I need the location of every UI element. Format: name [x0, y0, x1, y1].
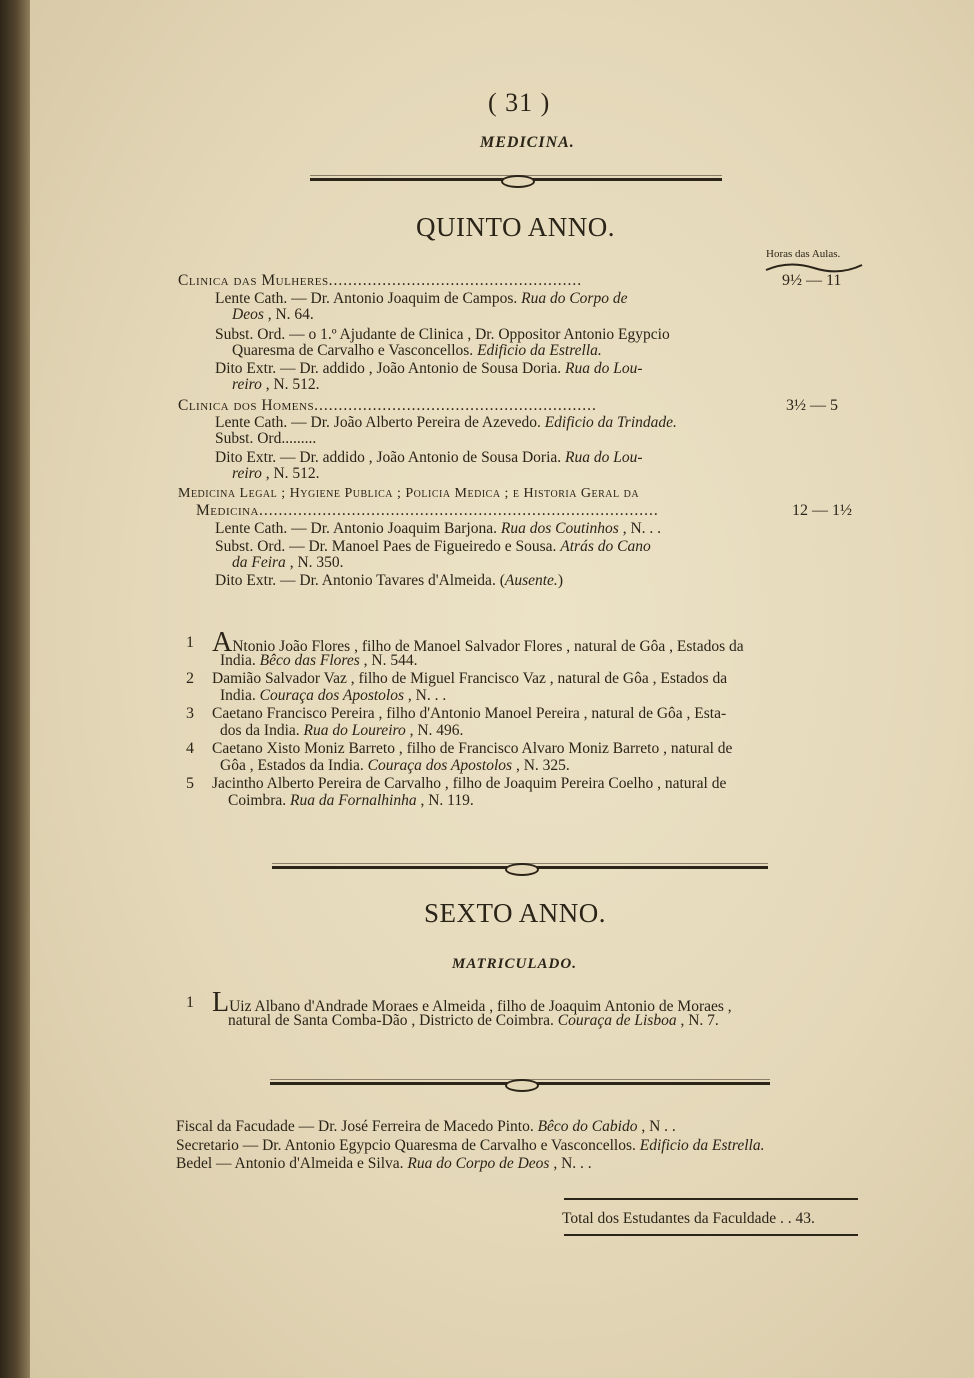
student-entry: Gôa , Estados da India. Couraça dos Apostolos , N. 325.	[220, 757, 570, 774]
official-secretary: Secretario — Dr. Antonio Egypcio Quaresma de Carvalho e Vasconcellos. Edificio da Estrella.	[176, 1137, 765, 1154]
ornamental-rule	[272, 866, 768, 869]
student-entry: LUiz Albano d'Andrade Moraes e Almeida , filho de Joaquim Antonio de Moraes ,	[212, 987, 732, 1018]
course-title-continuation: Medicina..................................................................................	[196, 502, 659, 519]
student-entry: India. Couraça dos Apostolos , N. . .	[220, 687, 447, 704]
staff-line: reiro , N. 512.	[232, 465, 320, 482]
student-number: 5	[186, 775, 194, 792]
staff-line: Dito Extr. — Dr. addido , João Antonio de Sousa Doria. Rua do Lou-	[215, 449, 643, 466]
course-hours: 12 — 1½	[792, 502, 852, 519]
student-number: 4	[186, 740, 194, 757]
course-hours: 9½ — 11	[782, 272, 842, 289]
course-title: Clinica das Mulheres....................................................	[178, 272, 583, 289]
staff-line: Subst. Ord. — o 1.º Ajudante de Clinica , Dr. Oppositor Antonio Egypcio	[215, 326, 670, 343]
student-number: 3	[186, 705, 194, 722]
staff-line: Lente Cath. — Dr. João Alberto Pereira de Azevedo. Edificio da Trindade.	[215, 414, 677, 431]
staff-line: Lente Cath. — Dr. Antonio Joaquim Barjona. Rua dos Coutinhos , N. . .	[215, 520, 662, 537]
course-title: Medicina Legal ; Hygiene Publica ; Policia Medica ; e Historia Geral da	[178, 486, 640, 501]
student-entry: Caetano Xisto Moniz Barreto , filho de Francisco Alvaro Moniz Barreto , natural de	[212, 740, 733, 757]
staff-line: Subst. Ord.........	[215, 430, 317, 447]
section-header: MEDICINA.	[480, 134, 575, 151]
student-entry: ANtonio João Flores , filho de Manoel Salvador Flores , natural de Gôa , Estados da	[212, 627, 744, 658]
student-number: 1	[186, 994, 194, 1011]
student-number: 2	[186, 670, 194, 687]
hours-header: Horas das Aulas.	[766, 248, 841, 260]
fifth-year-title: QUINTO ANNO.	[416, 212, 615, 242]
official-fiscal: Fiscal da Facudade — Dr. José Ferreira de Macedo Pinto. Bêco do Cabido , N . .	[176, 1118, 676, 1135]
total-rule-bottom	[564, 1234, 858, 1236]
student-entry: Caetano Francisco Pereira , filho d'Antonio Manoel Pereira , natural de Gôa , Esta-	[212, 705, 727, 722]
staff-line: Quaresma de Carvalho e Vasconcellos. Edificio da Estrella.	[232, 342, 602, 359]
staff-line: reiro , N. 512.	[232, 376, 320, 393]
total-students: Total dos Estudantes da Faculdade . . 43.	[562, 1210, 815, 1227]
ornamental-rule	[310, 178, 722, 181]
staff-line: Dito Extr. — Dr. addido , João Antonio de Sousa Doria. Rua do Lou-	[215, 360, 643, 377]
total-rule-top	[564, 1198, 858, 1200]
student-entry: dos da India. Rua do Loureiro , N. 496.	[220, 722, 464, 739]
ornamental-rule	[270, 1082, 770, 1085]
staff-line: Lente Cath. — Dr. Antonio Joaquim de Campos. Rua do Corpo de	[215, 290, 628, 307]
staff-line: Dito Extr. — Dr. Antonio Tavares d'Almeida. (Ausente.)	[215, 572, 563, 589]
student-entry: Jacintho Alberto Pereira de Carvalho , filho de Joaquim Pereira Coelho , natural de	[212, 775, 727, 792]
sixth-year-title: SEXTO ANNO.	[424, 898, 607, 928]
course-hours: 3½ — 5	[786, 397, 838, 414]
student-entry: India. Bêco das Flores , N. 544.	[220, 652, 418, 669]
student-entry: Coimbra. Rua da Fornalhinha , N. 119.	[228, 792, 474, 809]
student-number: 1	[186, 634, 194, 651]
course-title: Clinica dos Homens..........................................................	[178, 397, 597, 414]
student-entry: natural de Santa Comba-Dão , Districto de Coimbra. Couraça de Lisboa , N. 7.	[228, 1012, 719, 1029]
page-number: ( 31 )	[488, 88, 551, 117]
sixth-year-subtitle: MATRICULADO.	[452, 956, 577, 972]
staff-line: Deos , N. 64.	[232, 306, 314, 323]
student-entry: Damião Salvador Vaz , filho de Miguel Francisco Vaz , natural de Gôa , Estados da	[212, 670, 728, 687]
staff-line: da Feira , N. 350.	[232, 554, 344, 571]
official-bedel: Bedel — Antonio d'Almeida e Silva. Rua do Corpo de Deos , N. . .	[176, 1155, 592, 1172]
staff-line: Subst. Ord. — Dr. Manoel Paes de Figueiredo e Sousa. Atrás do Cano	[215, 538, 651, 555]
